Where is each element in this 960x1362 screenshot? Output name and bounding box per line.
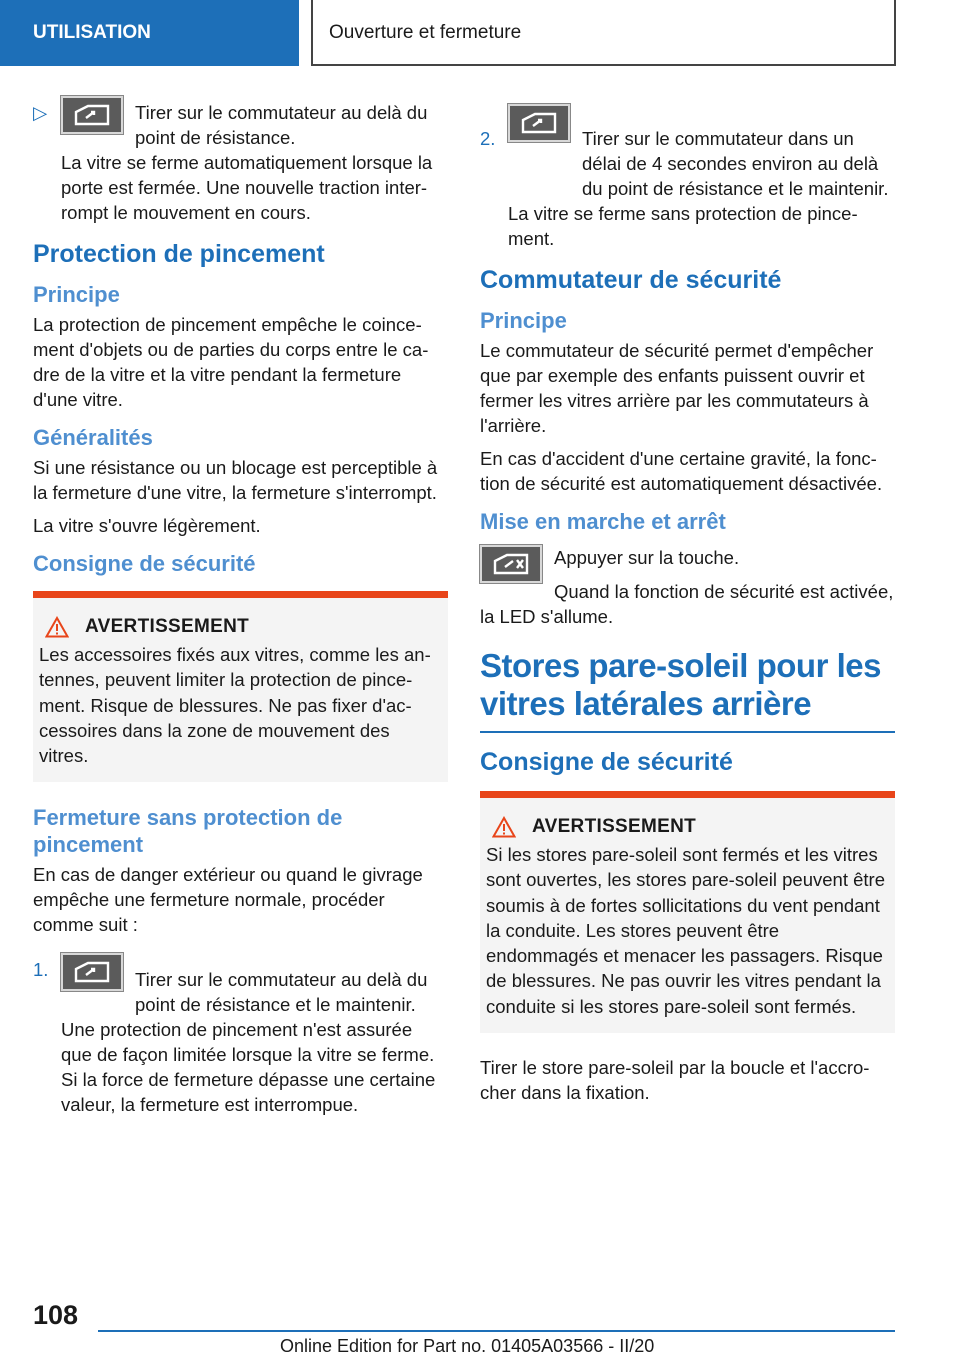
edition-text: Online Edition for Part no. 01405A03566 - II/20 bbox=[280, 1336, 655, 1356]
paragraph-generalites-1: Si une résistance ou un blocage est perceptible à la fermeture d'une vitre, la fermeture s'interrompt. bbox=[33, 457, 438, 503]
paragraph-tirer: Tirer le store pare-soleil par la boucle et l'accrocher dans la fixation. bbox=[480, 1057, 870, 1104]
paragraph-fermeture: En cas de danger extérieur ou quand le givrage empêche une fermeture normale, procéder comme suit : bbox=[33, 864, 423, 936]
window-switch-icon bbox=[61, 96, 123, 134]
heading-stores: Stores pare-soleil pour les vitres latérales arrière bbox=[480, 647, 895, 733]
warning-text: Les accessoires fixés aux vitres, comme les antennes, peuvent limiter la protection de pincement. Risque de blessures. Ne pas fixer d'accessoires dans la zone de mouvement des vitres. bbox=[39, 644, 431, 767]
paragraph-principe: La protection de pincement empêche le coincement d'objets ou de parties du corps entre le cadre de la vitre et la vitre pendant la fermeture d'une vitre. bbox=[33, 314, 429, 410]
heading-consigne: Consigne de sécurité bbox=[33, 551, 256, 576]
touch-instruction bbox=[480, 545, 895, 583]
page-header bbox=[0, 0, 960, 66]
warning-box bbox=[480, 791, 895, 1033]
section-tab: UTILISATION bbox=[0, 0, 299, 66]
chapter-title: Ouverture et fermeture bbox=[311, 0, 896, 66]
paragraph-touche: Appuyer sur la touche. bbox=[554, 547, 740, 568]
step-paragraph: Une protection de pincement n'est assurée que de façon limitée lorsque la vitre se ferme. Si la force de fermeture dépasse une certaine valeur, la fermeture est interrompue. bbox=[61, 1019, 436, 1116]
paragraph-generalites-2: La vitre s'ouvre légèrement. bbox=[33, 515, 261, 536]
triangle-bullet-icon: ▷ bbox=[33, 102, 48, 123]
paragraph-principe-1: Le commutateur de sécurité permet d'empêcher que par exemple des enfants puissent ouvrir et fermer les vitres arrière par les commutateurs à l'arrière. bbox=[480, 340, 874, 436]
paragraph-led: Quand la fonction de sécurité est activée, la LED s'allume. bbox=[480, 581, 894, 627]
warning-triangle-icon bbox=[45, 616, 69, 638]
bullet-paragraph: La vitre se ferme automatiquement lorsque la porte est fermée. Une nouvelle traction interrompt le mouvement en cours. bbox=[61, 152, 433, 223]
bullet-text: Tirer sur le commutateur au delà du point de résistance. bbox=[135, 102, 428, 148]
window-switch-icon bbox=[508, 104, 570, 142]
bullet-item bbox=[33, 100, 448, 225]
step-paragraph: La vitre se ferme sans protection de pincement. bbox=[508, 203, 858, 249]
left-column bbox=[33, 100, 448, 1125]
right-column bbox=[480, 100, 895, 1113]
heading-consigne: Consigne de sécurité bbox=[480, 748, 733, 776]
step-text: Tirer sur le commutateur dans un délai de 4 secondes environ au delà du point de résistance et le maintenir. bbox=[582, 128, 889, 199]
heading-principe: Principe bbox=[480, 308, 567, 333]
window-switch-icon bbox=[61, 953, 123, 991]
heading-mise-en-marche: Mise en marche et arrêt bbox=[480, 509, 726, 534]
step-number: 2. bbox=[480, 128, 496, 149]
step-2 bbox=[480, 108, 895, 251]
heading-commutateur: Commutateur de sécurité bbox=[480, 266, 782, 294]
warning-triangle-icon bbox=[492, 816, 516, 838]
child-lock-button-icon bbox=[480, 545, 542, 583]
warning-title: AVERTISSEMENT bbox=[532, 816, 697, 837]
heading-generalites: Généralités bbox=[33, 425, 153, 450]
step-text: Tirer sur le commutateur au delà du point de résistance et le maintenir. bbox=[135, 969, 428, 1016]
warning-title: AVERTISSEMENT bbox=[85, 616, 250, 637]
step-number: 1. bbox=[33, 959, 49, 981]
footer-divider bbox=[98, 1330, 895, 1332]
heading-principe: Principe bbox=[33, 282, 120, 307]
step-1 bbox=[33, 957, 448, 1117]
warning-text: Si les stores pare-soleil sont fermés et les vitres sont ouvertes, les stores pare-soleil peuvent être soumis à de fortes sollicitations du vent pendant la conduite. Les stores peuvent être endommagés et menacer les passagers. Risque de blessures. Ne pas ouvrir les vitres pendant la conduite si les stores pare-soleil sont fermés. bbox=[486, 844, 885, 1017]
heading-protection: Protection de pincement bbox=[33, 240, 325, 268]
heading-fermeture: Fermeture sans protection de pincement bbox=[33, 805, 343, 858]
page-number: 108 bbox=[33, 1300, 79, 1330]
warning-box bbox=[33, 591, 448, 782]
paragraph-principe-2: En cas d'accident d'une certaine gravité, la fonction de sécurité est automatiquement désactivée. bbox=[480, 448, 883, 494]
